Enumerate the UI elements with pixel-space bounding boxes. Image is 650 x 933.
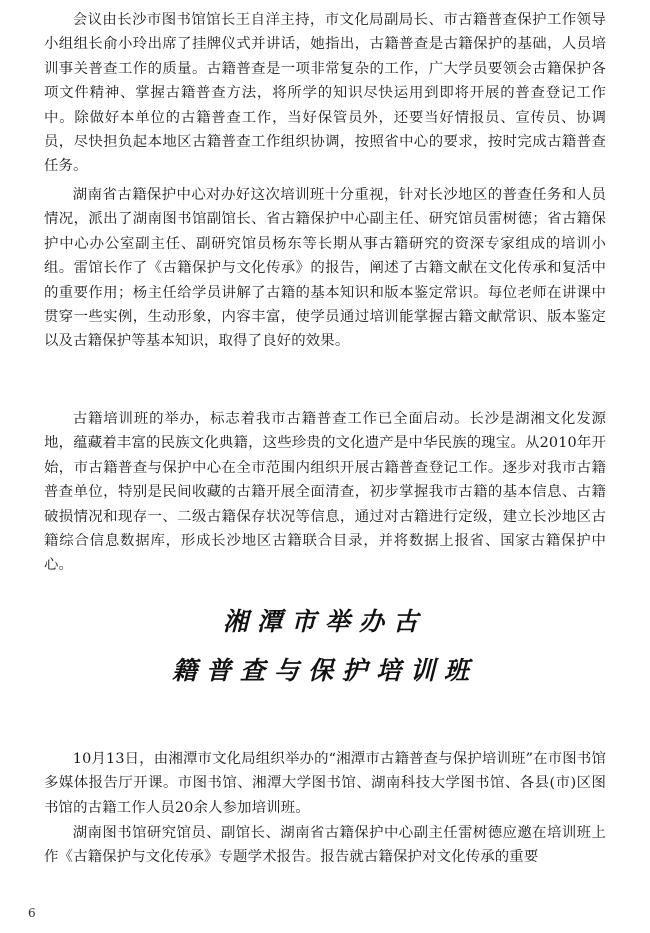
- page-number: 6: [28, 906, 36, 920]
- body-paragraph: 湖南省古籍保护中心对办好这次培训班十分重视，针对长沙地区的普查任务和人员情况，派出了湖南图书馆副馆长、省古籍保护中心副主任、研究馆员雷树德；省古籍保护中心办公室副主任、副研究馆员杨东等长期从事古籍研究的资深专家组成的培训小组。雷馆长作了《古籍保护与文化传承》的报告，阐述了古籍文献在文化传承和复活中的重要作用；杨主任给学员讲解了古籍的基本知识和版本鉴定常识。每位老师在讲课中贯穿一些实例，生动形象，内容丰富，使学员通过培训能掌握古籍文献常识、版本鉴定以及古籍保护等基本知识，取得了良好的效果。: [44, 187, 606, 350]
- article-heading-line-1: 湘潭市举办古: [222, 607, 427, 636]
- body-paragraph: 湖南图书馆研究馆员、副馆长、湖南省古籍保护中心副主任雷树德应邀在培训班上作《古籍保护与文化传承》专题学术报告。报告就古籍保护对文化传承的重要: [44, 825, 606, 866]
- body-paragraph: 10月13日，由湘潭市文化局组织举办的“湘潭市古籍普查与保护培训班”在市图书馆多媒体报告厅开课。市图书馆、湘潭大学图书馆、湖南科技大学图书馆、各县(市)区图书馆的古籍工作人员20余人参加培训班。: [44, 751, 606, 816]
- body-paragraph: 古籍培训班的举办，标志着我市古籍普查工作已全面启动。长沙是湖湘文化发源地，蕴藏着丰富的民族文化典籍，这些珍贵的文化遗产是中华民族的瑰宝。从2010年开始，市古籍普查与保护中心在全市范围内组织开展古籍普查登记工作。逐步对我市古籍普查单位，特别是民间收藏的古籍开展全面清查，初步掌握我市古籍的基本信息、古籍破损情况和现存一、二级古籍保存状况等信息，通过对古籍进行定级，建立长沙地区古籍综合信息数据库，形成长沙地区古籍联合目录，并将数据上报省、国家古籍保护中心。: [44, 411, 606, 574]
- article-heading-line-2: 籍普查与保护培训班: [171, 656, 478, 685]
- body-paragraph: 会议由长沙市图书馆馆长王自洋主持，市文化局副局长、市古籍普查保护工作领导小组组长俞小玲出席了挂牌仪式并讲话，她指出，古籍普查是古籍保护的基础，人员培训事关普查工作的质量。古籍普查是一项非常复杂的工作，广大学员要领会古籍保护各项文件精神、掌握古籍普查方法，将所学的知识尽快运用到即将开展的普查登记工作中。除做好本单位的古籍普查工作，当好保管员外，还要当好情报员、宣传员、协调员，尽快担负起本地区古籍普查工作组织协调，按照省中心的要求，按时完成古籍普查任务。: [44, 12, 606, 175]
